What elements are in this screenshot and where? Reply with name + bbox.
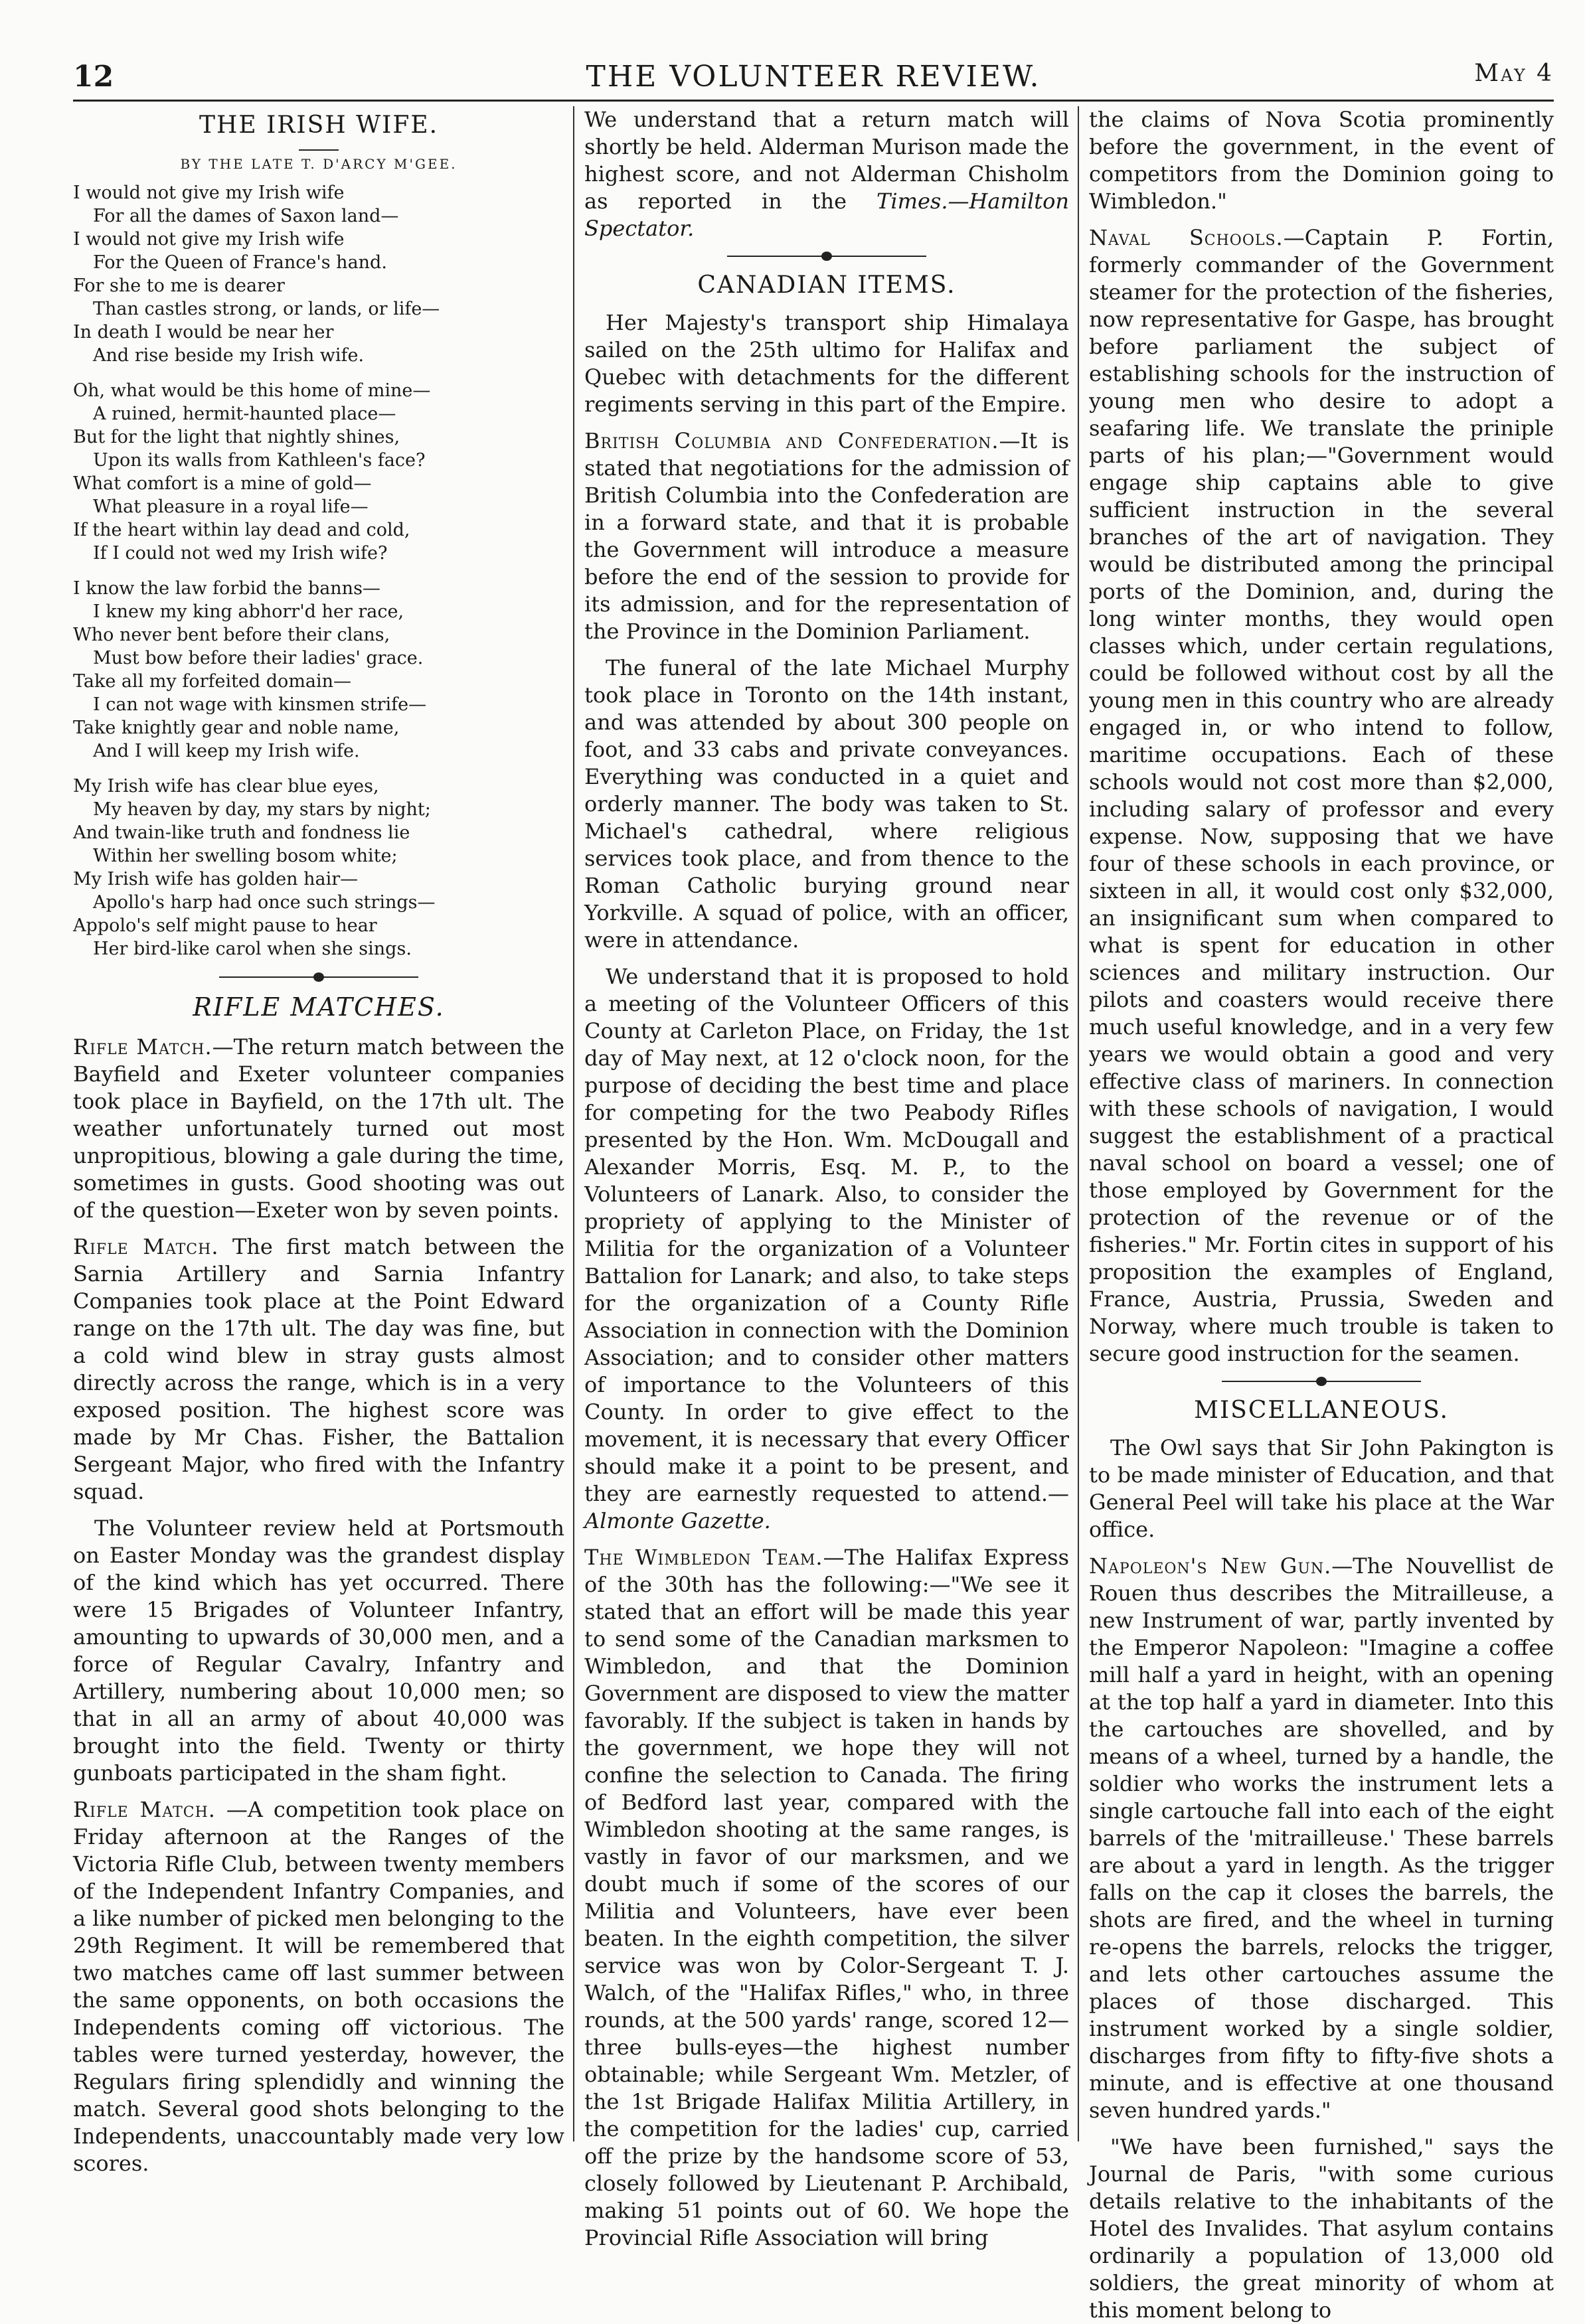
poem-line: Than castles strong, or lands, or life— <box>93 299 440 319</box>
article-paragraph: The Volunteer review held at Portsmouth on Easter Monday was the grandest display of the kind which has yet occurred. There were 15 Brigades of Volunteer Infantry, amounting to upwards of 30,000 men, and a force of Regular Cavalry, Infantry and Artillery, numbering about 10,000 men; so that in all an army of about 40,000 was brought into the field. Twenty or thirty gunboats participated in the sham fight. <box>73 1515 564 1786</box>
article-paragraph: The funeral of the late Michael Murphy took place in Toronto on the 14th instant, and was attended by about 300 people on foot, and 33 cabs and private conveyances. Everything was conducted in a quiet and orderly manner. The body was taken to St. Michael's cathedral, where religious services took place, and from thence to the Roman Catholic burying ground near Yorkville. A squad of police, with an officer, were in attendance. <box>584 655 1069 953</box>
paragraph-text: —Captain P. Fortin, formerly commander of the Government steamer for the protection of the fisheries, now representative for Gaspe, has brought before parliament the subject of establishing schools for the instruction of young men who desire to adopt a seafaring life. We translate the priniple parts of his plan;—"Government would engage ship captains able to give sufficient instruction in the several branches of the art of navigation. They would be distributed among the principal ports of the Dominion, and, during the long winter months, they would open classes which, under certain regulations, could be followed without cost by all the young men in this country who are already engaged in, or who intend to follow, maritime occupations. Each of these schools would not cost more than $2,000, including salary of professor and every expense. Now, supposing that we have four of these schools in each province, or sixteen in all, it would cost only $32,000, an insignificant sum when compared to what is spent for education in other sciences and military instruction. Our pilots and coasters would receive there much useful knowledge, and in a very few years we would obtain a good and very effective class of mariners. In connection with these schools of navigation, I would suggest the establishment of a practical naval school on board a vessel; one of those employed by Government for the protection of the revenue or of the fisheries." Mr. Fortin cites in support of his proposition the examples of England, France, Austria, Prussia, Sweden and Norway, where much trouble is taken to secure good instruction for the seamen. <box>1089 225 1554 1366</box>
paragraph-text: We understand that it is proposed to hold a meeting of the Volunteer Officers of this County at Carleton Place, on Friday, the 1st day of May next, at 12 o'clock noon, for the purpose of deciding the best time and place for competing for the two Peabody Rifles presented by the Hon. Wm. McDougall and Alexander Morris, Esq. M. P., to the Volunteers of Lanark. Also, to consider the propriety of applying to the Minister of Militia for the organization of a Volunteer Battalion for Lanark; and also, to take steps for the organization of a County Rifle Association in connection with the Dominion Association; and to consider other matters of importance to the Volunteers of this County. In order to give effect to the movement, it is necessary that every Officer should make it a point to be present, and they are earnestly requested to attend. <box>584 964 1069 1506</box>
paragraph-text: The first match between the Sarnia Artillery and Sarnia Infantry Companies took place at the Point Edward range on the 17th ult. The day was fine, but a cold wind blew in stray gusts almost directly across the range, which is in a very exposed position. The highest score was made by Mr Chas. Fisher, the Battalion Sergeant Major, who fired with the Infantry squad. <box>73 1234 564 1504</box>
poem-line: If I could not wed my Irish wife? <box>93 543 388 564</box>
poem-line: For all the dames of Saxon land— <box>93 206 399 226</box>
poem-line: I would not give my Irish wife <box>73 229 345 250</box>
article-paragraph <box>1089 224 1554 1367</box>
poem-line: My Irish wife has golden hair— <box>73 869 359 890</box>
poem-line: Take knightly gear and noble name, <box>73 718 400 738</box>
section-heading-rifle-matches: RIFLE MATCHES. <box>193 992 445 1022</box>
page-number: 12 <box>73 60 114 94</box>
poem-line: Appolo's self might pause to hear <box>73 915 377 936</box>
poem-line: I know the law forbid the banns— <box>73 578 380 599</box>
paragraph-text: —A competition took place on Friday afternoon at the Ranges of the Victoria Rifle Club, between twenty members of the Independent Infantry Companies, and a like number of picked men belonging to the 29th Regiment. It will be remembered that two matches came off last summer between the same opponents, on both occasions the Independents coming off victorious. The tables were turned yesterday, however, the Regulars firing splendidly and winning the match. Several good shots belonging to the Independents, unaccountably made very low scores. <box>73 1797 564 2176</box>
poem-stanza <box>73 577 564 763</box>
paragraph-text: We understand that a return match will shortly be held. Alderman Murison made the highest score, and not Alderman Chisholm as reported in the <box>584 107 1069 214</box>
poem-line: If the heart within lay dead and cold, <box>73 520 410 540</box>
poem-stanza <box>73 775 564 961</box>
poem-line: Oh, what would be this home of mine— <box>73 380 431 401</box>
article-paragraph <box>584 963 1069 1535</box>
column-rule <box>1078 106 1079 2141</box>
article-paragraph <box>73 1796 564 2177</box>
poem-line: I can not wage with kinsmen strife— <box>93 694 427 715</box>
section-heading-canadian-items: CANADIAN ITEMS. <box>697 271 956 299</box>
issue-date: May 4 <box>1474 60 1554 87</box>
article-paragraph <box>73 1233 564 1506</box>
paragraph-lead: Rifle Match. <box>73 1797 216 1822</box>
poem-line: My Irish wife has clear blue eyes, <box>73 776 379 797</box>
poem-line: Take all my forfeited domain— <box>73 671 352 692</box>
citation: —Almonte Gazette. <box>584 1481 1069 1533</box>
paragraph-lead: Rifle Match. <box>73 1034 212 1059</box>
column-rule <box>573 106 574 2141</box>
poem-line: In death I would be near her <box>73 322 334 343</box>
citation: Times.—Hamilton Spectator. <box>584 189 1070 241</box>
section-divider <box>219 974 418 980</box>
column-right <box>1089 106 1554 2323</box>
poem-line: Upon its walls from Kathleen's face? <box>93 450 426 471</box>
paragraph-lead: Rifle Match. <box>73 1234 219 1259</box>
paragraph-text: —It is stated that negotiations for the admission of British Columbia into the Confederation are in a forward state, and that it is probable the Government will introduce a measure before the end of the session to provide for its admission, and for the representation of the Province in the Dominion Parliament. <box>584 428 1069 644</box>
section-divider <box>1222 1378 1421 1385</box>
article-paragraph: "We have been furnished," says the Journal de Paris, "with some curious details relative to the inhabitants of the Hotel des Invalides. That asylum contains ordinarily a population of 13,000 old soldiers, the great minority of whom at this moment belong to <box>1089 2134 1554 2323</box>
column-middle <box>584 106 1070 2250</box>
poem-line: Who never bent before their clans, <box>73 625 390 645</box>
poem-line: My heaven by day, my stars by night; <box>93 799 431 820</box>
title-dash <box>299 149 339 151</box>
article-paragraph <box>584 1544 1069 2252</box>
paragraph-text: —The Nouvellist de Rouen thus describes the Mitrailleuse, a new Instrument of war, partly invented by the Emperor Napoleon: "Imagine a coffee mill half a yard in height, with an opening at the top half a yard in diameter. Into this the cartouches are shovelled, and by means of a wheel, turned by a handle, the soldier who works the instrument lets a single cartouche fall into each of the eight barrels of the 'mitrailleuse.' These barrels are about a yard in length. As the trigger falls on the cap it closes the barrels, the shots are fired, and the wheel in turning re-opens the barrels, relocks the trigger, and lets other cartouches assume the places of those discharged. This instrument worked by a single soldier, discharges from fifty to fifty-five shots a minute, and is effective at one thousand seven hundred yards." <box>1089 1553 1554 2123</box>
poem-stanza <box>73 181 564 367</box>
poem-line: I knew my king abhorr'd her race, <box>93 601 404 622</box>
section-heading-miscellaneous: MISCELLANEOUS. <box>1194 1397 1449 1424</box>
paragraph-lead: The Wimbledon Team. <box>584 1545 823 1570</box>
article-paragraph: Her Majesty's transport ship Himalaya sailed on the 25th ultimo for Halifax and Quebec with detachments for the different regiments serving in this part of the Empire. <box>584 310 1069 417</box>
paragraph-lead: Naval Schools. <box>1089 225 1284 250</box>
paragraph-lead: Napoleon's New Gun. <box>1089 1553 1332 1579</box>
paragraph-text: —The Halifax Express of the 30th has the following:—"We see it stated that an effort will be made this year to send some of the Canadian marksmen to Wimbledon, and that the Dominion Government are disposed to view the matter favorably. If the subject is taken in hands by the government, we hope they will not confine the selection to Canada. The firing of Bedford last year, compared with the Wimbledon shooting at the same ranges, is vastly in favor of our marksmen, and we doubt much if some of the scores of our Militia and Volunteers, have ever been beaten. In the eighth competition, the silver service was won by Color-Sergeant T. J. Walch, of the "Halifax Rifles," who, in three rounds, at the 500 yards' range, scored 12—three bulls-eyes—the highest number obtainable; while Sergeant Wm. Metzler, of the 1st Brigade Halifax Militia Artillery, in the competition for the ladies' cup, carried off the prize by the handsome score of 53, closely followed by Lieutenant P. Archibald, making 51 points out of 60. We hope the Provincial Rifle Association will bring <box>584 1545 1070 2250</box>
poem-stanza <box>73 379 564 565</box>
poem-line: Must bow before their ladies' grace. <box>93 648 424 668</box>
paragraph-text: —The return match between the Bayfield and Exeter volunteer companies took place in Bayfield, on the 17th ult. The weather unfortunately turned out most unpropitious, blowing a gale during the time, sometimes in gusts. Good shooting was out of the question—Exeter won by seven points. <box>73 1034 564 1223</box>
poem-title: THE IRISH WIFE. <box>199 112 439 139</box>
poem-line: But for the light that nightly shines, <box>73 427 400 447</box>
poem-line: Her bird-like carol when she sings. <box>93 939 412 959</box>
newspaper-title: THE VOLUNTEER REVIEW. <box>586 60 1041 94</box>
poem-line: For the Queen of France's hand. <box>93 252 387 273</box>
poem-line: And I will keep my Irish wife. <box>93 741 360 761</box>
article-paragraph <box>584 427 1069 645</box>
column-left <box>73 106 564 2176</box>
poem-line: And twain-like truth and fondness lie <box>73 822 410 843</box>
paragraph-lead: British Columbia and Confederation. <box>584 428 999 453</box>
poem-line: I would not give my Irish wife <box>73 183 345 203</box>
poem-line: A ruined, hermit-haunted place— <box>93 404 396 424</box>
article-paragraph <box>73 1034 564 1224</box>
poem-line: Apollo's harp had once such strings— <box>93 892 436 913</box>
poem-line: Within her swelling bosom white; <box>93 846 398 866</box>
article-paragraph <box>1089 1553 1554 2124</box>
poem-body <box>73 181 564 961</box>
article-paragraph <box>584 106 1069 242</box>
poem-line: And rise beside my Irish wife. <box>93 345 365 366</box>
poem-line: For she to me is dearer <box>73 275 285 296</box>
article-paragraph: the claims of Nova Scotia prominently before the government, in the event of competitors from the Dominion going to Wimbledon." <box>1089 107 1554 214</box>
poem-line: What pleasure in a royal life— <box>93 497 369 517</box>
page-header <box>73 53 1554 102</box>
section-divider <box>727 253 926 260</box>
poem-byline: BY THE LATE T. D'ARCY M'GEE. <box>180 156 458 172</box>
article-paragraph: The Owl says that Sir John Pakington is to be made minister of Education, and that General Peel will take his place at the War office. <box>1089 1435 1554 1542</box>
poem-line: What comfort is a mine of gold— <box>73 473 372 494</box>
